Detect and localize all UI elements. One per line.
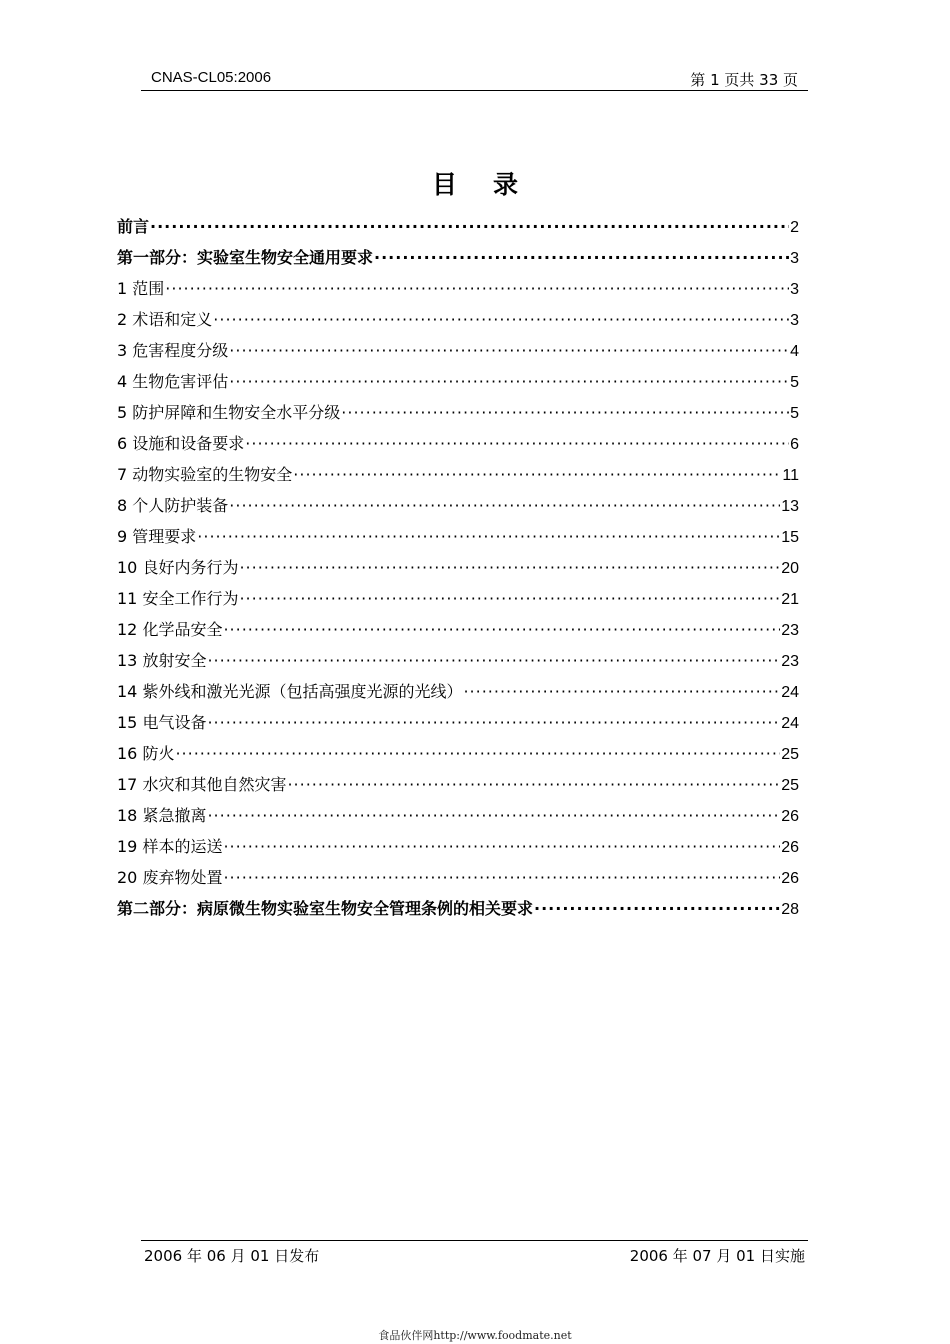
toc-entry-label: 1 范围 (117, 279, 165, 298)
toc-entry-label: 2 术语和定义 (117, 310, 213, 329)
page-title: 目录 (431, 170, 554, 199)
toc-entry[interactable] (117, 552, 799, 583)
toc-entry-page: 2 (790, 219, 799, 236)
toc-entry-label: 12 化学品安全 (117, 620, 223, 639)
toc-entry[interactable] (117, 459, 799, 490)
toc-entry-page: 25 (781, 777, 799, 794)
toc-entry[interactable] (117, 676, 799, 707)
toc-entry-label: 20 废弃物处置 (117, 868, 223, 887)
toc-leader-dots (229, 366, 789, 397)
toc-entry-label: 19 样本的运送 (117, 837, 223, 856)
toc-leader-dots (223, 862, 780, 893)
toc-entry[interactable] (117, 490, 799, 521)
document-id: CNAS-CL05:2006 (151, 69, 272, 86)
toc-leader-dots (150, 211, 789, 242)
toc-leader-dots (223, 614, 780, 645)
toc-leader-dots (207, 645, 780, 676)
toc-entry-page: 5 (790, 374, 799, 391)
toc-entry-page: 3 (790, 312, 799, 329)
toc-leader-dots (239, 552, 780, 583)
toc-entry-label: 7 动物实验室的生物安全 (117, 465, 293, 484)
toc-leader-dots (223, 831, 780, 862)
toc-leader-dots (239, 583, 780, 614)
issue-date: 2006 年 06 月 01 日发布 (144, 1247, 320, 1265)
page-footer (141, 1240, 808, 1265)
toc-entry-label: 3 危害程度分级 (117, 341, 229, 360)
watermark-text: 食品伙伴网http://www.foodmate.net (378, 1329, 572, 1342)
toc-entry-label: 4 生物危害评估 (117, 372, 229, 391)
toc-entry-label: 第一部分：实验室生物安全通用要求 (117, 248, 374, 267)
toc-entry-label: 17 水灾和其他自然灾害 (117, 775, 287, 794)
toc-entry-page: 4 (790, 343, 799, 360)
toc-leader-dots (245, 428, 789, 459)
toc-entry[interactable] (117, 242, 799, 273)
toc-entry-page: 11 (782, 467, 799, 484)
effective-date: 2006 年 07 月 01 日实施 (629, 1247, 805, 1265)
toc-entry-label: 6 设施和设备要求 (117, 434, 245, 453)
toc-entry[interactable] (117, 335, 799, 366)
toc-entry-page: 6 (790, 436, 799, 453)
toc-entry-label: 11 安全工作行为 (117, 589, 239, 608)
toc-entry[interactable] (117, 428, 799, 459)
toc-entry-page: 28 (781, 901, 799, 918)
toc-entry[interactable] (117, 397, 799, 428)
toc-entry-page: 26 (781, 808, 799, 825)
toc-leader-dots (213, 304, 789, 335)
page-info: 第 1 页共 33 页 (690, 71, 798, 89)
toc-entry[interactable] (117, 521, 799, 552)
toc-entry-page: 23 (781, 622, 799, 639)
toc-leader-dots (341, 397, 789, 428)
toc-entry-page: 24 (781, 715, 799, 732)
toc-entry-label: 10 良好内务行为 (117, 558, 239, 577)
toc-entry-page: 3 (790, 281, 799, 298)
toc-leader-dots (534, 893, 780, 924)
toc-entry-page: 24 (781, 684, 799, 701)
toc-entry[interactable] (117, 304, 799, 335)
toc-entry[interactable] (117, 645, 799, 676)
toc-entry-label: 15 电气设备 (117, 713, 207, 732)
toc-entry-page: 20 (781, 560, 799, 577)
toc-leader-dots (374, 242, 789, 273)
toc-entry[interactable] (117, 769, 799, 800)
toc-entry-label: 第二部分：病原微生物实验室生物安全管理条例的相关要求 (117, 899, 534, 918)
toc-leader-dots (175, 738, 780, 769)
toc-entry-label: 18 紧急撤离 (117, 806, 207, 825)
toc-entry-label: 13 放射安全 (117, 651, 207, 670)
toc-entry[interactable] (117, 862, 799, 893)
toc-entry-page: 26 (781, 839, 799, 856)
toc-entry[interactable] (117, 614, 799, 645)
toc-entry-page: 26 (781, 870, 799, 887)
toc-entry-page: 21 (781, 591, 799, 608)
toc-entry[interactable] (117, 583, 799, 614)
toc-entry-page: 13 (781, 498, 799, 515)
toc-entry[interactable] (117, 800, 799, 831)
toc-leader-dots (463, 676, 780, 707)
toc-entry-page: 23 (781, 653, 799, 670)
toc-entry[interactable] (117, 831, 799, 862)
toc-entry-page: 5 (790, 405, 799, 422)
toc-entry-label: 9 管理要求 (117, 527, 197, 546)
toc-entry-label: 前言 (117, 217, 150, 236)
toc-leader-dots (165, 273, 789, 304)
toc-entry-page: 25 (781, 746, 799, 763)
toc-leader-dots (293, 459, 781, 490)
toc-leader-dots (197, 521, 780, 552)
toc-entry-label: 14 紫外线和激光光源（包括高强度光源的光线） (117, 682, 463, 701)
toc-entry[interactable] (117, 211, 799, 242)
toc-entry[interactable] (117, 738, 799, 769)
toc-entry-label: 5 防护屏障和生物安全水平分级 (117, 403, 341, 422)
toc-entry[interactable] (117, 893, 799, 924)
toc-leader-dots (287, 769, 780, 800)
toc-entry-page: 3 (790, 250, 799, 267)
toc-entry-label: 8 个人防护装备 (117, 496, 229, 515)
toc-leader-dots (207, 707, 780, 738)
toc-entry[interactable] (117, 273, 799, 304)
toc-entry-page: 15 (781, 529, 799, 546)
toc-leader-dots (229, 335, 789, 366)
toc-entry-label: 16 防火 (117, 744, 175, 763)
toc-entry[interactable] (117, 366, 799, 397)
toc-leader-dots (229, 490, 780, 521)
toc-entry[interactable] (117, 707, 799, 738)
toc-leader-dots (207, 800, 780, 831)
page-header (141, 66, 808, 91)
table-of-contents (117, 211, 799, 924)
